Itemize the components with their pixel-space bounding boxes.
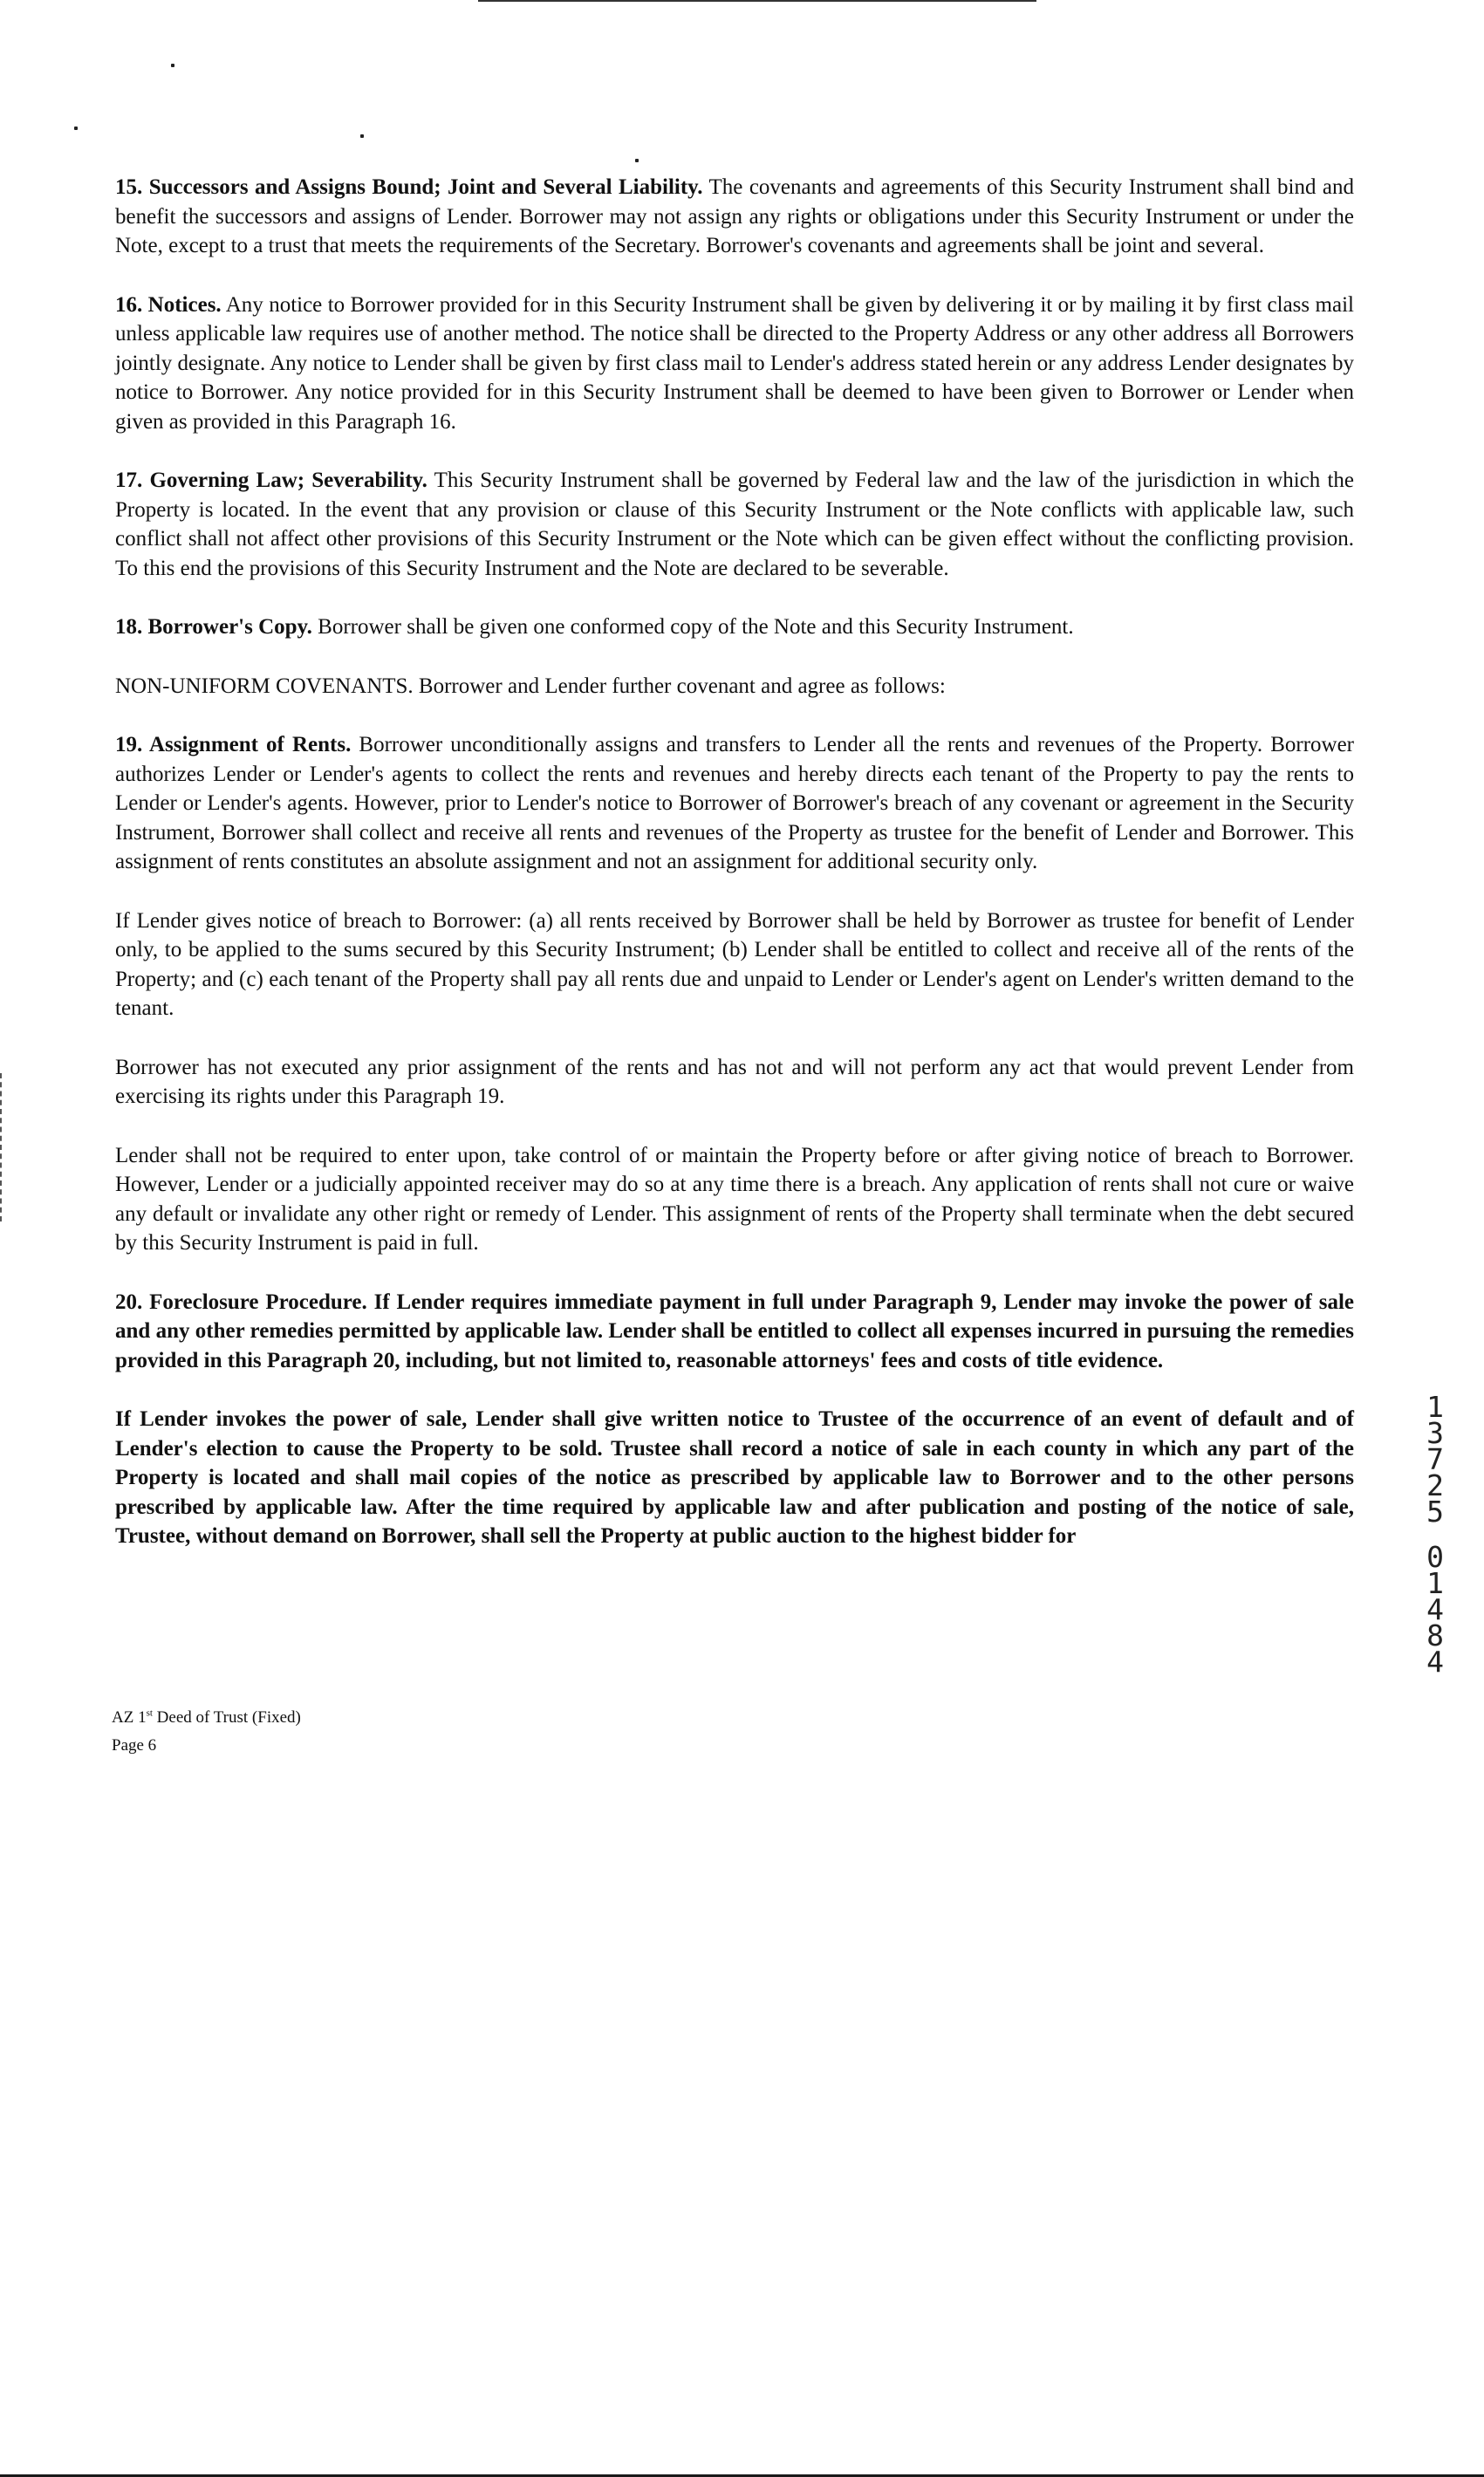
paragraph-text: Borrower shall be given one conformed copy of the Note and this Security Instrument. — [311, 615, 1074, 639]
stamp-digit: 1 — [1426, 1566, 1444, 1600]
stamp-digit: 5 — [1426, 1495, 1444, 1529]
paragraph-text: Borrower unconditionally assigns and transfers to Lender all the rents and revenues of the Property. Borrower authorizes Lender or Lender's agents to collect the rents and revenues and hereby directs each tenant of the Property to pay the rents to Lender or Lender's agents. However, prior to Lender's notice to Borrower of Borrower's breach of any covenant or agreement in the Security Instrument, Borrower shall collect and receive all rents and revenues of the Property as trustee for the benefit of Lender and Borrower. This assignment of rents constitutes an absolute assignment and not an assignment for additional security only. — [115, 733, 1354, 873]
paragraph-text: Borrower has not executed any prior assignment of the rents and has not and will not perform any act that would prevent Lender from exercising its rights under this Paragraph 19. — [115, 1055, 1354, 1108]
stamp-part-1 — [1418, 1390, 1453, 1529]
paragraph-17 — [115, 466, 1354, 583]
paragraph-heading: 15. Successors and Assigns Bound; Joint and Several Liability. — [115, 175, 703, 199]
form-prefix: AZ 1 — [112, 1708, 147, 1727]
paragraph-19-breach — [115, 907, 1354, 1023]
stamp-digit: 4 — [1426, 1592, 1444, 1626]
paragraph-heading: 17. Governing Law; Severability. — [115, 469, 427, 492]
scan-speck — [360, 134, 364, 138]
form-name — [112, 1704, 301, 1732]
stamp-digit: 2 — [1426, 1468, 1444, 1502]
paragraph-20 — [115, 1288, 1354, 1376]
paragraph-text: If Lender requires immediate payment in full under Paragraph 9, Lender may invoke the power of sale and any other remedies permitted by applicable law. Lender shall be entitled to collect all expenses incurred in pursuing the remedies provided in this Paragraph 20, including, but not limited to, reasonable attorneys' fees and costs of title evidence. — [115, 1290, 1354, 1372]
paragraph-heading: 20. Foreclosure Procedure. — [115, 1290, 367, 1314]
paragraph-15 — [115, 173, 1354, 261]
paragraph-19 — [115, 730, 1354, 877]
paragraph-text: This Security Instrument shall be governed by Federal law and the law of the jurisdiction in which the Property is located. In the event that any provision or clause of this Security Instrument or the Note conflicts with applicable law, such conflict shall not affect other provisions of this Security Instrument or the Note which can be given effect without the conflicting provision. To this end the provisions of this Security Instrument and the Note are declared to be severable. — [115, 469, 1355, 580]
stamp-part-2 — [1418, 1540, 1453, 1679]
paragraph-18 — [115, 612, 1354, 642]
scan-speck — [74, 127, 78, 130]
stamp-digit: 8 — [1426, 1618, 1444, 1652]
stamp-digit: 4 — [1426, 1645, 1444, 1679]
page-footer — [112, 1704, 301, 1760]
paragraph-text: The covenants and agreements of this Security Instrument shall bind and benefit the successors and assigns of Lender. Borrower may not assign any rights or obligations under this Security Instrument or under the Note, except to a trust that meets the requirements of the Secretary. Borrower's covenants and agreements shall be joint and several. — [115, 175, 1354, 257]
paragraph-text: If Lender gives notice of breach to Borrower: (a) all rents received by Borrower shall be held by Borrower as trustee for benefit of Lender only, to be applied to the sums secured by this Security Instrument; (b) Lender shall be entitled to collect and receive all of the rents of the Property; and (c) each tenant of the Property shall pay all rents due and unpaid to Lender or Lender's agent on Lender's written demand to the tenant. — [115, 908, 1354, 1020]
paragraph-heading: 19. Assignment of Rents. — [115, 733, 352, 756]
scan-speck — [171, 64, 174, 67]
paragraph-text: NON-UNIFORM COVENANTS. Borrower and Lender further covenant and agree as follows: — [115, 674, 946, 698]
recording-number-stamp — [1418, 1390, 1453, 1694]
page-number: Page 6 — [112, 1736, 157, 1755]
top-scan-rule — [478, 0, 1036, 2]
paragraph-text: Lender shall not be required to enter upon, take control of or maintain the Property before or after giving notice of breach to Borrower. However, Lender or a judicially appointed receiver may do so at any time there is a breach. Any application of rents shall not cure or waive any default or invalidate any other right or remedy of Lender. This assignment of rents of the Property shall terminate when the debt secured by this Security Instrument is paid in full. — [115, 1143, 1354, 1255]
document-body — [115, 173, 1354, 1581]
paragraph-19-prior-assignment — [115, 1053, 1354, 1112]
stamp-digit: 7 — [1426, 1442, 1444, 1476]
scan-speck — [635, 159, 639, 162]
stamp-digit: 0 — [1426, 1540, 1444, 1574]
paragraph-heading: 18. Borrower's Copy. — [115, 615, 312, 639]
paragraph-text: If Lender invokes the power of sale, Lender shall give written notice to Trustee of the occurrence of an event of default and of Lender's election to cause the Property to be sold. Trustee shall record a notice of sale in each county in which any part of the Property is located and shall mail copies of the notice as prescribed by applicable law to Borrower and to the other persons prescribed by applicable law. After the time required by applicable law and after publication and posting of the notice of sale, Trustee, without demand on Borrower, shall sell the Property at public auction to the highest bidder for — [115, 1407, 1354, 1548]
stamp-digit: 3 — [1426, 1416, 1444, 1450]
stamp-digit: 1 — [1426, 1390, 1444, 1424]
form-suffix: Deed of Trust (Fixed) — [152, 1708, 301, 1727]
non-uniform-covenants — [115, 672, 1354, 701]
paragraph-text: Any notice to Borrower provided for in this Security Instrument shall be given by delivering it or by mailing it by first class mail unless applicable law requires use of another method. The notice shall be directed to the Property Address or any other address all Borrowers jointly designate. Any notice to Lender shall be given by first class mail to Lender's address stated herein or any address Lender designates by notice to Borrower. Any notice provided for in this Security Instrument shall be deemed to have been given to Borrower or Lender when given as provided in this Paragraph 16. — [115, 292, 1354, 434]
paragraph-heading: 16. Notices. — [115, 292, 222, 317]
paragraph-20-power-of-sale — [115, 1405, 1354, 1551]
form-superscript: st — [146, 1707, 153, 1719]
scan-left-edge — [0, 1073, 4, 1221]
paragraph-19-control — [115, 1141, 1354, 1258]
paragraph-16 — [115, 291, 1354, 437]
